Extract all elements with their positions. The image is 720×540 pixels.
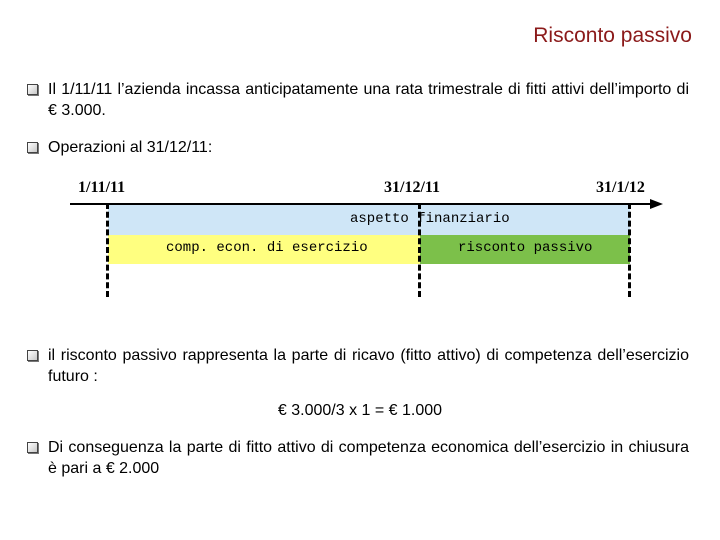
bullet-text: il risconto passivo rappresenta la parte di ricavo (fitto attivo) di competenza dell’esercizio futuro : bbox=[48, 347, 689, 385]
bullet-item-4 bbox=[27, 437, 689, 479]
square-bullet-icon bbox=[27, 142, 38, 153]
timeline-marker-end bbox=[628, 203, 631, 297]
competence-label: comp. econ. di esercizio bbox=[166, 240, 368, 256]
bullet-text: Di conseguenza la parte di fitto attivo di competenza economica dell’esercizio in chiusura è pari a € 2.000 bbox=[48, 439, 689, 477]
timeline-date-start: 1/11/11 bbox=[78, 179, 126, 196]
deferral-label: risconto passivo bbox=[458, 240, 593, 256]
square-bullet-icon bbox=[27, 350, 38, 361]
timeline-date-mid: 31/12/11 bbox=[384, 179, 441, 196]
bullet-item-3 bbox=[27, 345, 689, 387]
calculation-formula: € 3.000/3 x 1 = € 1.000 bbox=[277, 402, 443, 419]
bullet-text: Operazioni al 31/12/11: bbox=[48, 139, 213, 156]
arrow-right-icon bbox=[650, 199, 663, 209]
bullet-item-2 bbox=[27, 137, 689, 158]
bullet-item-1 bbox=[27, 79, 689, 121]
square-bullet-icon bbox=[27, 84, 38, 95]
page-title: Risconto passivo bbox=[533, 24, 692, 47]
timeline-marker-start bbox=[106, 203, 109, 297]
financial-label: aspetto finanziario bbox=[350, 211, 510, 227]
bullet-text: Il 1/11/11 l’azienda incassa anticipatamente una rata trimestrale di fitti attivi dell’importo di € 3.000. bbox=[48, 81, 689, 119]
timeline-axis bbox=[70, 203, 652, 205]
square-bullet-icon bbox=[27, 442, 38, 453]
timeline-date-end: 31/1/12 bbox=[596, 179, 645, 196]
